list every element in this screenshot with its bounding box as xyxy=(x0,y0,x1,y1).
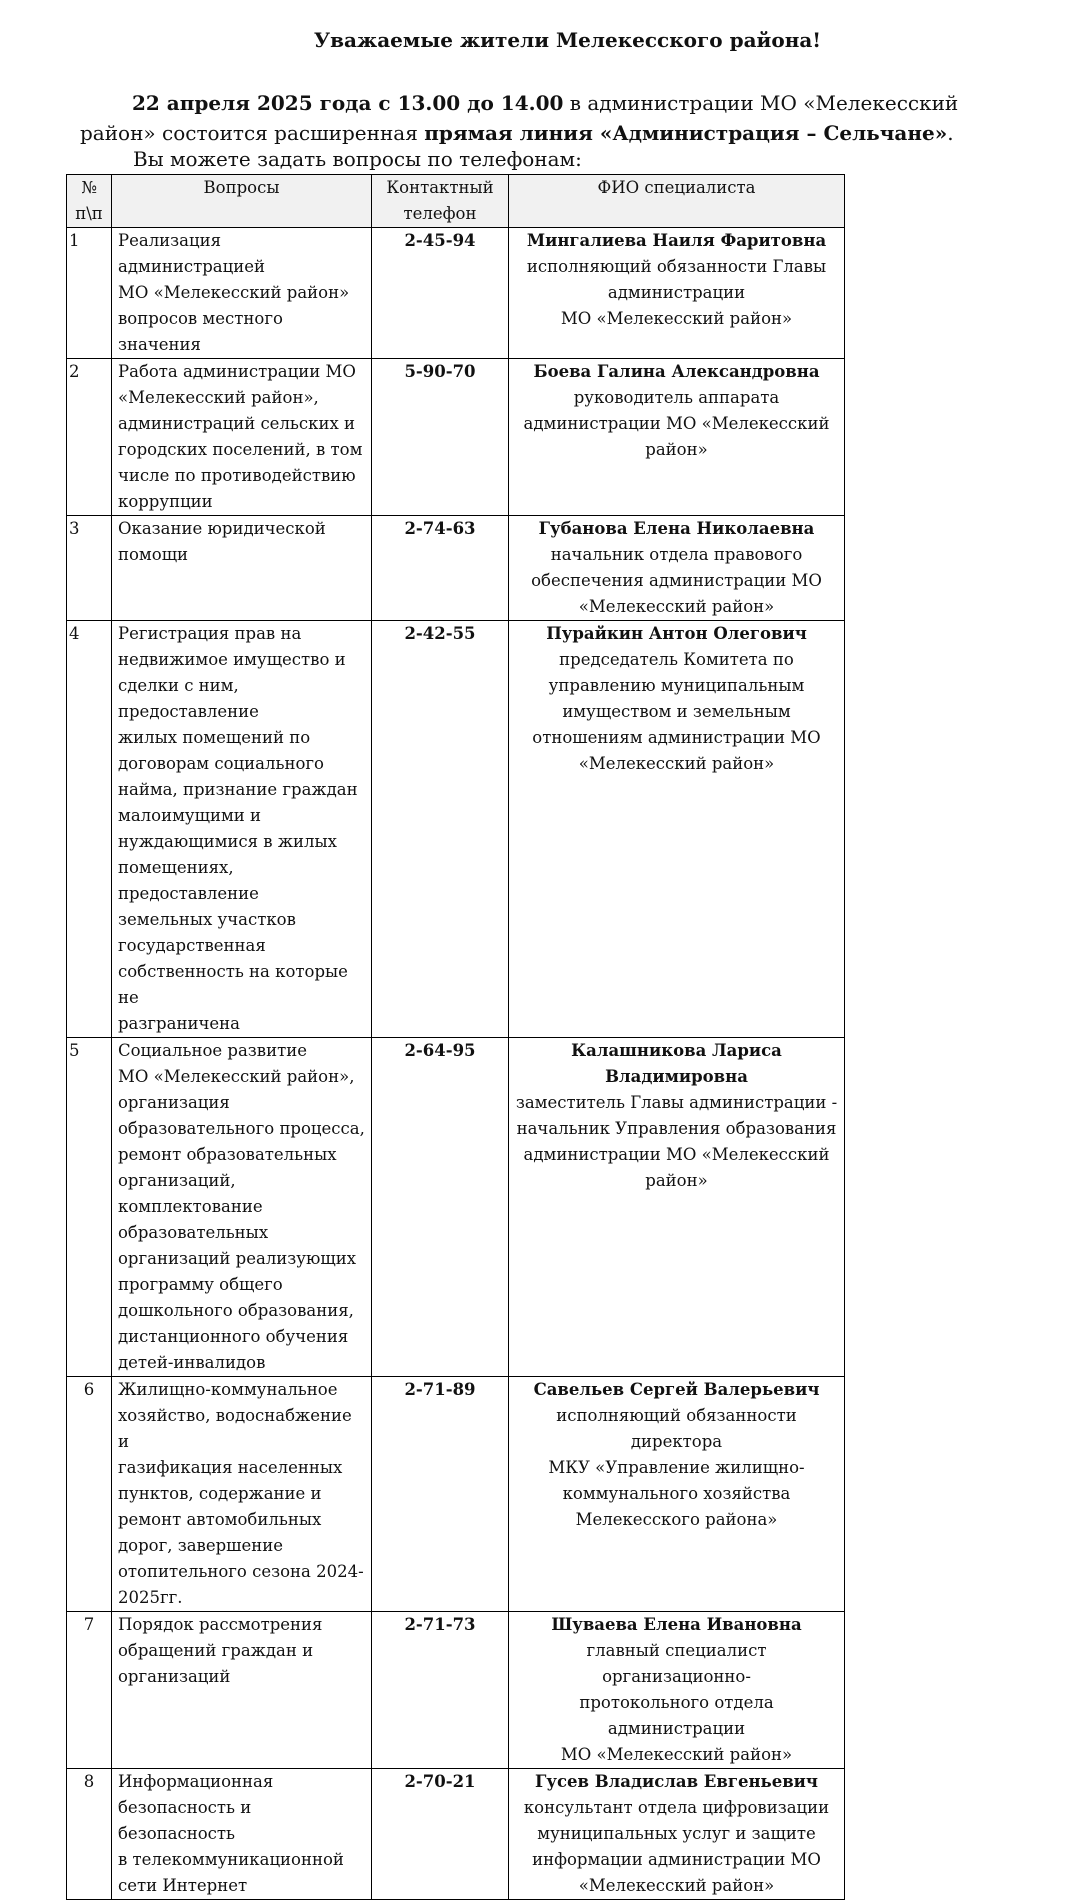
table-row xyxy=(67,359,845,516)
specialist-name: Губанова Елена Николаевна xyxy=(538,519,815,538)
specialist-name: Шуваева Елена Ивановна xyxy=(551,1615,802,1634)
question-line: комплектование xyxy=(118,1197,263,1216)
question-line: сети Интернет xyxy=(118,1876,248,1895)
phone-cell: 5-90-70 xyxy=(372,359,509,516)
question-line: 2025гг. xyxy=(118,1588,183,1607)
question-line: Информационная xyxy=(118,1772,274,1791)
question-line: жилых помещений по xyxy=(118,728,311,747)
specialist-position-line: МО «Мелекесский район» xyxy=(560,309,793,328)
question-line: ремонт образовательных xyxy=(118,1145,337,1164)
question-cell xyxy=(112,359,372,516)
fio-cell xyxy=(509,359,845,516)
table-row xyxy=(67,621,845,1038)
question-line: организаций реализующих xyxy=(118,1249,357,1268)
specialist-position-line: «Мелекесский район» xyxy=(578,597,775,616)
specialist-name: Гусев Владислав Евгеньевич xyxy=(535,1772,818,1791)
specialist-name: Боева Галина Александровна xyxy=(533,362,820,381)
intro-highlight: прямая линия «Администрация – Сельчане» xyxy=(424,121,948,145)
question-line: обращений граждан и xyxy=(118,1641,314,1660)
specialist-position-line: район» xyxy=(645,440,708,459)
specialist-position-line: начальник Управления образования xyxy=(516,1119,837,1138)
question-line: помещениях, предоставление xyxy=(118,858,259,903)
question-line: администраций сельских и xyxy=(118,414,356,433)
question-line: отопительного сезона 2024- xyxy=(118,1562,364,1581)
table-row xyxy=(67,1612,845,1769)
intro-paragraph xyxy=(80,88,1010,148)
header-question: Вопросы xyxy=(112,175,372,228)
question-line: детей-инвалидов xyxy=(118,1353,266,1372)
specialist-position-line: администрации МО «Мелекесский xyxy=(523,1145,830,1164)
fio-cell xyxy=(509,228,845,359)
question-line: организаций xyxy=(118,1667,231,1686)
question-line: помощи xyxy=(118,545,189,564)
question-line: найма, признание граждан xyxy=(118,780,358,799)
question-cell xyxy=(112,1038,372,1377)
question-line: Регистрация прав на xyxy=(118,624,302,643)
phone-cell: 2-42-55 xyxy=(372,621,509,1038)
question-cell xyxy=(112,516,372,621)
specialist-position-line: Мелекесского района» xyxy=(575,1510,778,1529)
specialist-position-line: начальник отдела правового xyxy=(550,545,803,564)
question-cell xyxy=(112,621,372,1038)
question-line: вопросов местного значения xyxy=(118,309,283,354)
table-header-row xyxy=(67,175,845,228)
question-line: числе по противодействию xyxy=(118,466,356,485)
specialist-position-line: район» xyxy=(645,1171,708,1190)
phone-cell: 2-64-95 xyxy=(372,1038,509,1377)
question-line: Работа администрации МО xyxy=(118,362,356,381)
fio-cell xyxy=(509,1377,845,1612)
question-line: образовательных xyxy=(118,1223,269,1242)
specialist-name: Пурайкин Антон Олегович xyxy=(546,624,807,643)
specialist-position-line: муниципальных услуг и защите xyxy=(537,1824,816,1843)
specialist-position-line: МО «Мелекесский район» xyxy=(560,1745,793,1764)
question-line: малоимущими и xyxy=(118,806,262,825)
specialist-position-line: исполняющий обязанности директора xyxy=(556,1406,797,1451)
question-line: программу общего xyxy=(118,1275,283,1294)
fio-cell xyxy=(509,1038,845,1377)
question-cell xyxy=(112,1769,372,1900)
table-row xyxy=(67,1377,845,1612)
specialist-position-line: заместитель Главы администрации - xyxy=(515,1093,838,1112)
specialist-position-line: «Мелекесский район» xyxy=(578,1876,775,1895)
question-line: образовательного процесса, xyxy=(118,1119,365,1138)
row-number: 2 xyxy=(67,359,112,516)
row-number: 3 xyxy=(67,516,112,621)
question-line: земельных участков xyxy=(118,910,296,929)
table-row xyxy=(67,1769,845,1900)
question-line: дорог, завершение xyxy=(118,1536,284,1555)
question-line: в телекоммуникационной xyxy=(118,1850,344,1869)
specialist-position-line: коммунального хозяйства xyxy=(562,1484,791,1503)
specialist-position-line: отношениям администрации МО xyxy=(532,728,821,747)
specialist-position-line: «Мелекесский район» xyxy=(578,754,775,773)
intro-text-a: в администрации МО «Мелекесский район» состоится расширенная xyxy=(80,91,959,145)
question-line: Социальное развитие xyxy=(118,1041,307,1060)
question-line: Оказание юридической xyxy=(118,519,326,538)
question-cell xyxy=(112,1612,372,1769)
contacts-table xyxy=(66,174,845,1900)
intro-text-b: . xyxy=(947,121,954,145)
table-row xyxy=(67,1038,845,1377)
question-line: МО «Мелекесский район», xyxy=(118,1067,355,1086)
row-number: 4 xyxy=(67,621,112,1038)
question-line: недвижимое имущество и xyxy=(118,650,346,669)
phone-cell: 2-45-94 xyxy=(372,228,509,359)
question-line: организаций, xyxy=(118,1171,236,1190)
question-line: безопасность и безопасность xyxy=(118,1798,252,1843)
specialist-position-line: администрации xyxy=(607,283,746,302)
intro-date-time: 22 апреля 2025 года с 13.00 до 14.00 xyxy=(132,91,564,115)
question-line: Реализация администрацией xyxy=(118,231,265,276)
specialist-name: Мингалиева Наиля Фаритовна xyxy=(526,231,827,250)
fio-cell xyxy=(509,516,845,621)
fio-cell xyxy=(509,621,845,1038)
question-line: организация xyxy=(118,1093,230,1112)
phone-cell: 2-71-73 xyxy=(372,1612,509,1769)
header-num: № п\п xyxy=(67,175,112,228)
question-line: МО «Мелекесский район» xyxy=(118,283,350,302)
specialist-name: Калашникова Лариса Владимировна xyxy=(571,1041,782,1086)
page-title: Уважаемые жители Мелекесского района! xyxy=(313,28,822,52)
fio-cell xyxy=(509,1612,845,1769)
specialist-position-line: главный специалист организационно- xyxy=(586,1641,767,1686)
fio-cell xyxy=(509,1769,845,1900)
row-number: 1 xyxy=(67,228,112,359)
question-line: государственная xyxy=(118,936,266,955)
question-line: разграничена xyxy=(118,1014,240,1033)
specialist-position-line: исполняющий обязанности Главы xyxy=(526,257,827,276)
row-number: 6 xyxy=(67,1377,112,1612)
specialist-position-line: консультант отдела цифровизации xyxy=(523,1798,830,1817)
question-line: дошкольного образования, xyxy=(118,1301,354,1320)
question-line: Порядок рассмотрения xyxy=(118,1615,323,1634)
intro-phones-line: Вы можете задать вопросы по телефонам: xyxy=(133,147,582,171)
phone-cell: 2-70-21 xyxy=(372,1769,509,1900)
question-line: собственность на которые не xyxy=(118,962,348,1007)
question-line: ремонт автомобильных xyxy=(118,1510,322,1529)
table-row xyxy=(67,516,845,621)
specialist-position-line: управлению муниципальным xyxy=(548,676,805,695)
question-line: дистанционного обучения xyxy=(118,1327,349,1346)
specialist-position-line: администрации МО «Мелекесский xyxy=(523,414,830,433)
header-fio: ФИО специалиста xyxy=(509,175,845,228)
question-line: сделки с ним, предоставление xyxy=(118,676,259,721)
phone-cell: 2-71-89 xyxy=(372,1377,509,1612)
specialist-position-line: протокольного отдела администрации xyxy=(579,1693,774,1738)
header-phone: Контактный телефон xyxy=(372,175,509,228)
specialist-position-line: руководитель аппарата xyxy=(573,388,780,407)
specialist-position-line: председатель Комитета по xyxy=(559,650,794,669)
question-cell xyxy=(112,1377,372,1612)
question-line: газификация населенных xyxy=(118,1458,343,1477)
question-line: коррупции xyxy=(118,492,213,511)
specialist-position-line: обеспечения администрации МО xyxy=(531,571,822,590)
row-number: 8 xyxy=(67,1769,112,1900)
question-cell xyxy=(112,228,372,359)
specialist-position-line: имуществом и земельным xyxy=(562,702,791,721)
question-line: хозяйство, водоснабжение и xyxy=(118,1406,352,1451)
question-line: нуждающимися в жилых xyxy=(118,832,337,851)
question-line: пунктов, содержание и xyxy=(118,1484,322,1503)
question-line: городских поселений, в том xyxy=(118,440,363,459)
specialist-name: Савельев Сергей Валерьевич xyxy=(533,1380,820,1399)
row-number: 5 xyxy=(67,1038,112,1377)
row-number: 7 xyxy=(67,1612,112,1769)
question-line: Жилищно-коммунальное xyxy=(118,1380,338,1399)
specialist-position-line: информации администрации МО xyxy=(532,1850,821,1869)
question-line: договорам социального xyxy=(118,754,324,773)
table-row xyxy=(67,228,845,359)
specialist-position-line: МКУ «Управление жилищно- xyxy=(548,1458,805,1477)
phone-cell: 2-74-63 xyxy=(372,516,509,621)
question-line: «Мелекесский район», xyxy=(118,388,319,407)
